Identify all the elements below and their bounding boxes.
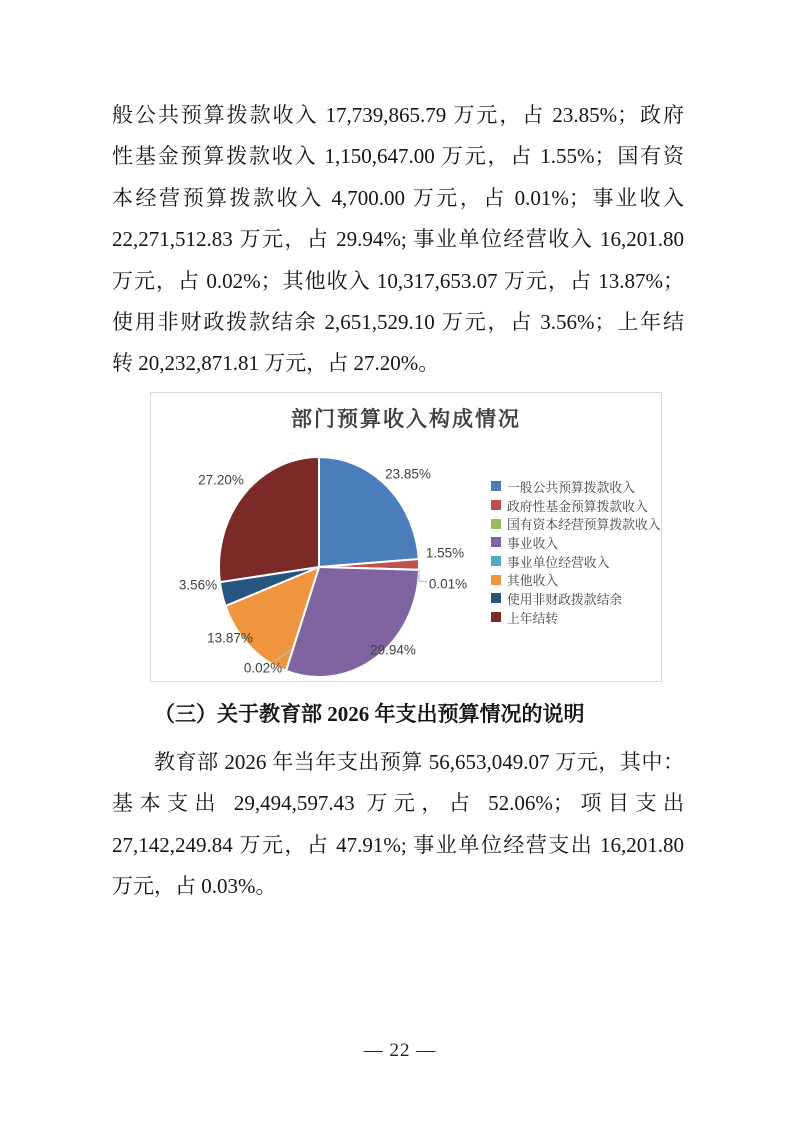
pie-slice-7	[219, 457, 319, 582]
legend-item	[491, 570, 661, 589]
text-line: 27,142,249.84 万元，占 47.91%; 事业单位经营支出 16,201.80	[112, 832, 684, 857]
legend-swatch	[491, 612, 501, 622]
legend-swatch	[491, 593, 501, 603]
legend-item	[491, 496, 661, 515]
pie-percent-label: 27.20%	[198, 472, 244, 488]
text-line: 转 20,232,871.81 万元，占 27.20%。	[112, 351, 440, 376]
chart-legend	[491, 477, 661, 627]
chart-title: 部门预算收入构成情况	[291, 408, 521, 431]
legend-swatch	[491, 481, 501, 491]
pie-percent-label: 0.02%	[243, 660, 283, 676]
legend-swatch	[491, 519, 501, 529]
legend-swatch	[491, 556, 501, 566]
income-composition-chart	[150, 392, 662, 682]
pie-percent-label: 23.85%	[385, 466, 431, 482]
pie-percent-label: 13.87%	[207, 630, 253, 646]
legend-label: 事业收入	[507, 535, 559, 551]
legend-label: 事业单位经营收入	[507, 554, 610, 570]
pie-percent-label: 29.94%	[370, 642, 416, 658]
legend-label: 国有资本经营预算拨款收入	[507, 517, 661, 533]
legend-item	[491, 589, 661, 608]
legend-swatch	[491, 537, 501, 547]
paragraph-income-details	[112, 95, 684, 385]
legend-item	[491, 533, 661, 552]
legend-item	[491, 477, 661, 496]
text-line: 教育部 2026 年当年支出预算 56,653,049.07 万元，其中：	[154, 750, 684, 774]
legend-label: 一般公共预算拨款收入	[507, 479, 635, 495]
legend-label: 其他收入	[507, 573, 559, 589]
text-line: 万元，占 0.02%；其他收入 10,317,653.07 万元，占 13.87%；	[112, 268, 684, 293]
legend-swatch	[491, 575, 501, 585]
text-line: 本经营预算拨款收入 4,700.00 万元，占 0.01%；事业收入	[112, 185, 684, 210]
text-line: 般公共预算拨款收入 17,739,865.79 万元，占 23.85%；政府	[112, 103, 684, 127]
legend-item	[491, 608, 661, 627]
legend-item	[491, 552, 661, 571]
pie-percent-label: 1.55%	[425, 545, 465, 561]
paragraph-expenditure-details	[112, 742, 684, 908]
text-line: 22,271,512.83 万元，占 29.94%; 事业单位经营收入 16,201.80	[112, 227, 684, 252]
text-line: 性基金预算拨款收入 1,150,647.00 万元，占 1.55%；国有资	[112, 144, 684, 169]
legend-label: 上年结转	[507, 610, 559, 626]
pie-percent-label: 3.56%	[178, 577, 218, 593]
text-line: 基本支出 29,494,597.43 万元，占 52.06%；项目支出	[112, 791, 684, 816]
pie-slice-0	[319, 457, 419, 567]
pie-percent-label: 0.01%	[428, 576, 468, 592]
text-line: 万元，占 0.03%。	[112, 874, 277, 899]
legend-swatch	[491, 500, 501, 510]
legend-label: 使用非财政拨款结余	[507, 591, 623, 607]
text-line: 使用非财政拨款结余 2,651,529.10 万元，占 3.56%；上年结	[112, 309, 684, 334]
section-heading: （三）关于教育部 2026 年支出预算情况的说明	[154, 702, 585, 726]
legend-item	[491, 514, 661, 533]
legend-label: 政府性基金预算拨款收入	[507, 498, 648, 514]
label-leader-line	[419, 570, 427, 582]
page-number: — 22 —	[363, 1040, 437, 1061]
